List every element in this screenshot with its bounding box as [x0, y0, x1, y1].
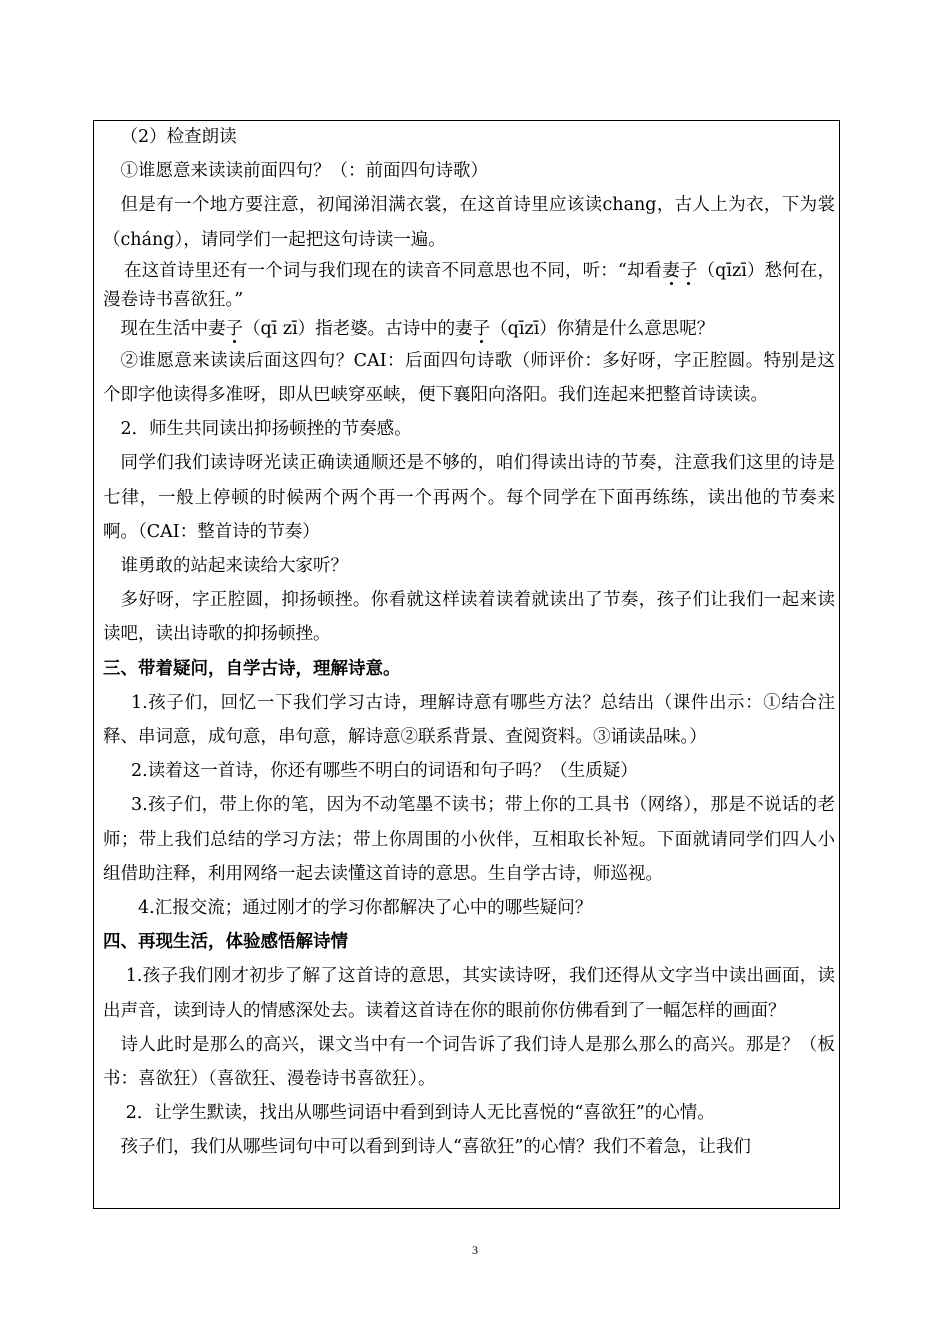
- text-run: （qīzī）你猜是什么意思呢？: [490, 318, 715, 339]
- text-run: 现在生活中妻: [120, 318, 226, 339]
- emphasis-char: 子: [225, 318, 243, 339]
- body-paragraph: ②谁愿意来读读后面这四句？CAI：后面四句诗歌（师评价：多好呀，字正腔圆。特别是这个即字他读得多准呀，即从巴峡穿巫峡，便下襄阳向洛阳。我们连起来把整首诗读读。: [103, 350, 835, 406]
- body-paragraph: [103, 257, 835, 315]
- emphasis-char: 子: [679, 260, 698, 281]
- text-run: （qī zī）指老婆。古诗中的妻: [243, 318, 473, 339]
- text-run: 在这首诗里还有一个词与我们现在的读音不同意思也不同，听：“却看: [124, 260, 663, 281]
- body-paragraph: 同学们我们读诗呀光读正确读通顺还是不够的，咱们得读出诗的节奏，注意我们这里的诗是七律，一般上停顿的时候两个两个再一个再两个。每个同学在下面再练练，读出他的节奏来啊。（CAI：整首诗的节奏）: [103, 453, 835, 542]
- body-paragraph: 1.孩子我们刚才初步了解了这首诗的意思，其实读诗呀，我们还得从文字当中读出画面，读出声音，读到诗人的情感深处去。读着这首诗在你的眼前你仿佛看到了一幅怎样的画面？: [103, 966, 835, 1021]
- body-paragraph: 诗人此时是那么的高兴，课文当中有一个词告诉了我们诗人是那么那么的高兴。那是？（板书：喜欲狂）（喜欲狂、漫卷诗书喜欲狂）。: [103, 1034, 835, 1090]
- emphasis-char: 子: [472, 318, 491, 339]
- body-paragraph: ①谁愿意来读读前面四句？（：前面四句诗歌）: [120, 161, 488, 182]
- section-heading: 三、带着疑问，自学古诗，理解诗意。: [103, 658, 401, 679]
- lesson-plan-content: [103, 120, 835, 1165]
- body-paragraph: 2．让学生默读，找出从哪些词语中看到到诗人无比喜悦的“喜欲狂”的心情。: [125, 1103, 715, 1124]
- body-paragraph: 1.孩子们，回忆一下我们学习古诗，理解诗意有哪些方法？总结出（课件出示：①结合注释、串词意，成句意，串句意，解诗意②联系背景、查阅资料。③诵读品味。）: [103, 692, 835, 748]
- body-paragraph: （2）检查朗读: [120, 127, 237, 147]
- body-paragraph: 谁勇敢的站起来读给大家听？: [120, 556, 348, 577]
- text-run: （qīzī）愁何在，漫卷诗书喜欲狂。”: [103, 260, 835, 310]
- body-paragraph: [103, 315, 835, 344]
- body-paragraph: 2．师生共同读出抑扬顿挫的节奏感。: [120, 419, 412, 440]
- body-paragraph: 但是有一个地方要注意，初闻涕泪满衣裳，在这首诗里应该读chang，古人上为衣，下为裳（cháng），请同学们一起把这句诗读一遍。: [103, 195, 835, 250]
- section-heading: 四、再现生活，体验感悟解诗情: [103, 932, 348, 953]
- body-paragraph: 多好呀，字正腔圆，抑扬顿挫。你看就这样读着读着就读出了节奏，孩子们让我们一起来读读吧，读出诗歌的抑扬顿挫。: [103, 590, 835, 645]
- body-paragraph: 2.读着这一首诗，你还有哪些不明白的词语和句子吗？（生质疑）: [131, 761, 638, 782]
- page-number: 3: [472, 1243, 478, 1257]
- emphasis-char: 妻: [662, 260, 680, 281]
- body-paragraph: 孩子们，我们从哪些词句中可以看到到诗人“喜欲狂”的心情？我们不着急，让我们: [120, 1137, 751, 1158]
- body-paragraph: 4.汇报交流；通过刚才的学习你都解决了心中的哪些疑问？: [138, 898, 593, 919]
- body-paragraph: 3.孩子们，带上你的笔，因为不动笔墨不读书；带上你的工具书（网络），那是不说话的老师；带上我们总结的学习方法；带上你周围的小伙伴，互相取长补短。下面就请同学们四人小组借助注释，利用网络一起去读懂这首诗的意思。生自学古诗，师巡视。: [103, 795, 835, 884]
